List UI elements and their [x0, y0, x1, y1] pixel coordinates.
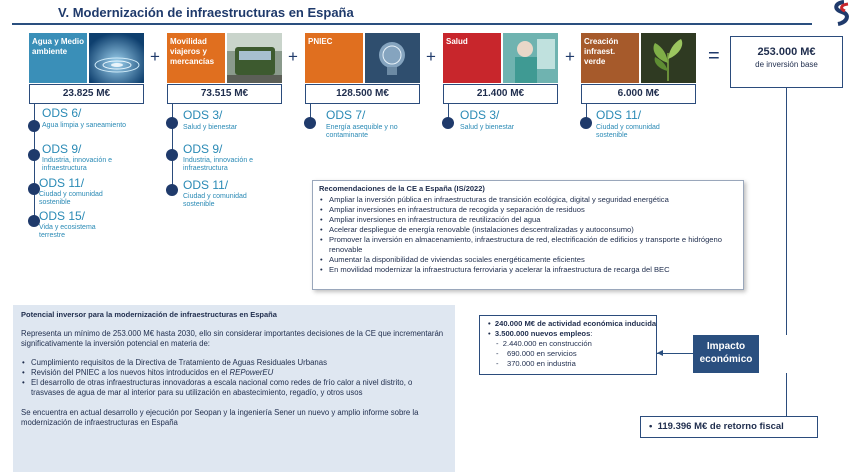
total-investment-box [730, 36, 843, 88]
ods-subtitle: Salud y bienestar [460, 124, 515, 131]
list-item: • Ampliar la inversión pública en infraestructuras de transición ecológica, digital y seguridad energética [319, 195, 737, 205]
ods-title: ODS 11/ [39, 176, 85, 190]
title-divider [12, 23, 812, 25]
fiscal-return-text: 119.396 M€ de retorno fiscal [657, 421, 784, 432]
sector-green [581, 33, 696, 83]
arrow-left-icon [657, 350, 663, 356]
impact-sub: - 690.000 en servicios [496, 349, 577, 358]
plant-image [641, 33, 696, 83]
ods-subtitle: Vida y ecosistema terrestre [39, 224, 96, 239]
list-item: • Ampliar inversiones en infraestructura de recogida y separación de residuos [319, 205, 737, 215]
ods-title: ODS 11/ [596, 108, 642, 122]
ods-dot-icon [304, 117, 316, 129]
amount-green: 6.000 M€ [581, 84, 696, 104]
impact-label: Impacto económico [693, 335, 759, 373]
sector-mobility [167, 33, 282, 83]
potential-list [21, 358, 447, 398]
ods-title: ODS 7/ [326, 108, 366, 122]
seopan-logo-icon [826, 0, 853, 26]
impact-jobs: • 3.500.000 nuevos empleos: [488, 329, 593, 338]
ods-title: ODS 9/ [183, 142, 223, 156]
ods-title: ODS 9/ [42, 142, 82, 156]
sector-water [29, 33, 144, 83]
plus-sign: + [288, 47, 298, 66]
potential-title: Potencial inversor para la modernización de infraestructuras en España [21, 310, 277, 319]
lab-image [503, 33, 558, 83]
list-item: • El desarrollo de otras infraestructuras innovadoras a escala nacional como redes de frío calor a nivel distrito, o trasvases de agua de mar al interior para su utilización en abastecimiento, regadío, y otros usos [21, 378, 447, 398]
economic-impact-box [479, 315, 657, 375]
amount-health: 21.400 M€ [443, 84, 558, 104]
plus-sign: + [426, 47, 436, 66]
plus-sign: + [565, 47, 575, 66]
ods-title: ODS 3/ [460, 108, 500, 122]
ods-title: ODS 3/ [183, 108, 223, 122]
impact-activity-text: 240.000 M€ de actividad económica inducida [494, 319, 657, 328]
list-item [21, 368, 447, 378]
amount-water: 23.825 M€ [29, 84, 144, 104]
potential-paragraph: Representa un mínimo de 253.000 M€ hasta 2030, ello sin considerar importantes decisiones de la CE que incrementarán significativamente la inversión potencial en materia de: [21, 329, 444, 348]
impact-sub-text: 2.440.000 en construcción [502, 339, 592, 348]
impact-jobs-suffix: : [590, 329, 593, 338]
total-value: 253.000 M€ [757, 46, 816, 58]
potential-closing: Se encuentra en actual desarrollo y ejecución por Seopan y la ingeniería Sener un nuevo y amplio informe sobre la modernización de infraestructuras en España [21, 408, 419, 427]
sector-label: Salud [443, 33, 501, 83]
lightbulb-image [365, 33, 420, 83]
list-item-text: Revisión del PNIEC a los nuevos hitos introducidos en el [31, 368, 230, 377]
ods-dot-icon [166, 117, 178, 129]
water-drop-image [89, 33, 144, 83]
list-item: • Ampliar inversiones en infraestructura de reutilización del agua [319, 215, 737, 225]
impact-sub-text: 370.000 en industria [506, 359, 576, 368]
total-label: de inversión base [755, 60, 818, 69]
ods-dot-icon [166, 149, 178, 161]
ods-subtitle: Industria, innovación e infraestructura [183, 157, 254, 172]
sector-label: Creación infraest. verde [581, 33, 639, 83]
ods-subtitle: Salud y bienestar [183, 124, 238, 131]
ods-dot-icon [442, 117, 454, 129]
list-item: • Cumplimiento requisitos de la Directiva de Tratamiento de Aguas Residuales Urbanas [21, 358, 447, 368]
fiscal-return-box: • 119.396 M€ de retorno fiscal [640, 416, 818, 438]
ods-title: ODS 6/ [42, 106, 82, 120]
ods-subtitle: Ciudad y comunidad sostenible [183, 193, 247, 208]
ods-dot-icon [166, 184, 178, 196]
list-item: • Aumentar la disponibilidad de viviendas sociales energéticamente eficientes [319, 255, 737, 265]
ods-subtitle: Energía asequible y no contaminante [326, 124, 398, 139]
ods-dot-icon [28, 120, 40, 132]
connector-line [786, 88, 787, 335]
list-item: • Promover la inversión en almacenamiento, infraestructura de red, electrificación de edificios y transporte e hidrógeno renovable [319, 235, 737, 255]
page-title: V. Modernización de infraestructuras en España [58, 5, 354, 20]
amount-pniec: 128.500 M€ [305, 84, 420, 104]
recommendations-title: Recomendaciones de la CE a España (IS/2022) [319, 184, 485, 193]
sector-label: Agua y Medio ambiente [29, 33, 87, 83]
ods-subtitle: Ciudad y comunidad sostenible [39, 191, 103, 206]
ods-title: ODS 15/ [39, 209, 86, 223]
list-item: • Acelerar despliegue de energía renovable (instalaciones descentralizadas y autoconsumo) [319, 225, 737, 235]
ods-subtitle: Agua limpia y saneamiento [42, 122, 127, 129]
ods-dot-icon [28, 149, 40, 161]
plus-sign: + [150, 47, 160, 66]
sector-label: Movilidad viajeros y mercancías [167, 33, 225, 83]
connector-line [786, 373, 787, 416]
investment-potential-panel [13, 305, 455, 472]
impact-sub: - 2.440.000 en construcción [496, 339, 592, 348]
list-item: • En movilidad modernizar la infraestructura ferroviaria y acelerar la infraestructura de recarga del BEC [319, 265, 737, 275]
sector-health [443, 33, 558, 83]
repowereu-emphasis: REPowerEU [229, 368, 274, 377]
equals-sign: = [708, 45, 720, 67]
impact-activity: • 240.000 M€ de actividad económica inducida [488, 319, 657, 328]
ods-subtitle: Ciudad y comunidad sostenible [596, 124, 660, 139]
tram-image [227, 33, 282, 83]
impact-jobs-text: 3.500.000 nuevos empleos [494, 329, 591, 338]
sector-label: PNIEC [305, 33, 363, 83]
impact-sub-text: 690.000 en servicios [506, 349, 577, 358]
recommendations-list [319, 195, 737, 275]
recommendations-box [312, 180, 744, 290]
sector-pniec [305, 33, 420, 83]
amount-mobility: 73.515 M€ [167, 84, 282, 104]
ods-dot-icon [580, 117, 592, 129]
ods-title: ODS 11/ [183, 178, 229, 192]
impact-sub: - 370.000 en industria [496, 359, 576, 368]
ods-subtitle: Industria, innovación e infraestructura [42, 157, 113, 172]
